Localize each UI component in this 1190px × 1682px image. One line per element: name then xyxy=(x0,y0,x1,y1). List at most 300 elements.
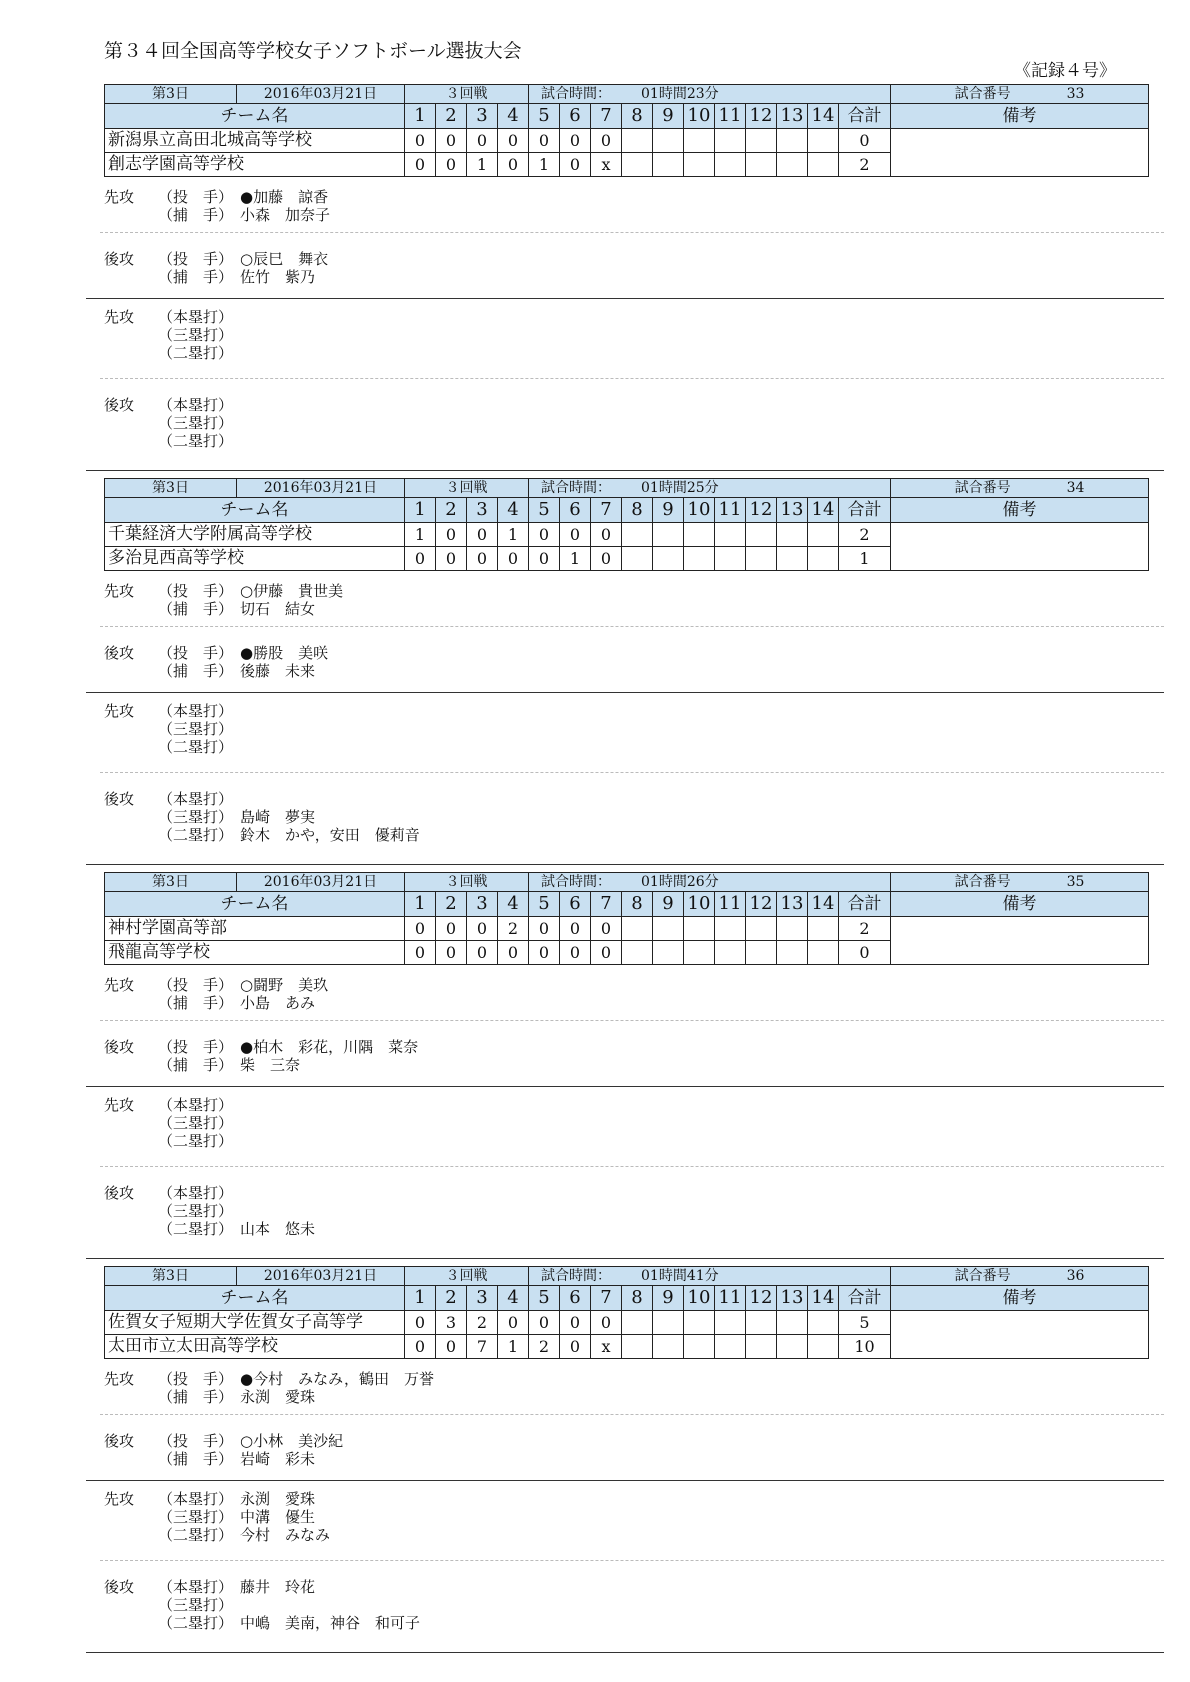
inning-score: 0 xyxy=(591,941,622,965)
team-total: 0 xyxy=(839,129,891,153)
inning-header: 14 xyxy=(808,892,839,917)
record-line xyxy=(158,808,420,826)
team-name-header: チーム名 xyxy=(105,498,405,523)
team-name-header: チーム名 xyxy=(105,892,405,917)
inning-score: 2 xyxy=(529,1335,560,1359)
remarks-header: 備考 xyxy=(891,498,1149,523)
team-row xyxy=(105,917,1149,941)
team-name: 神村学園高等部 xyxy=(105,917,405,941)
inning-score: 1 xyxy=(467,153,498,177)
record-line xyxy=(158,644,328,662)
record-value: 小森 加奈子 xyxy=(240,206,331,224)
record-label: （本塁打） xyxy=(158,1184,234,1202)
inning-score xyxy=(684,1335,715,1359)
inning-score xyxy=(622,523,653,547)
batting-order-label: 後攻 xyxy=(104,1038,135,1056)
record-value: ●加藤 諒香 xyxy=(240,188,329,206)
game-duration: 01時間41分 xyxy=(641,1268,719,1284)
inning-score xyxy=(684,523,715,547)
inning-score xyxy=(653,523,684,547)
inning-score xyxy=(746,1335,777,1359)
inning-score: 3 xyxy=(436,1311,467,1335)
record-line xyxy=(158,1388,434,1406)
inning-score xyxy=(684,917,715,941)
record-label: （三塁打） xyxy=(158,808,234,826)
inning-score xyxy=(715,129,746,153)
inning-score xyxy=(808,1311,839,1335)
record-label: （本塁打） xyxy=(158,1096,234,1114)
record-value: ○闘野 美玖 xyxy=(240,976,329,994)
remarks-cell xyxy=(891,1311,1149,1359)
inning-score: 0 xyxy=(436,153,467,177)
inning-score: 0 xyxy=(560,523,591,547)
game-divider xyxy=(86,1258,1164,1259)
inning-header: 11 xyxy=(715,104,746,129)
team-row xyxy=(105,129,1149,153)
record-line xyxy=(158,994,328,1012)
record-label: （捕 手） xyxy=(158,206,234,224)
inning-score xyxy=(684,547,715,571)
record-line xyxy=(158,1578,420,1596)
batting-order-label: 後攻 xyxy=(104,396,135,414)
batting-order-label: 後攻 xyxy=(104,790,135,808)
inning-header: 3 xyxy=(467,892,498,917)
record-label: （捕 手） xyxy=(158,268,234,286)
game-divider xyxy=(86,864,1164,865)
record-line xyxy=(158,188,330,206)
dotted-divider xyxy=(100,1166,1164,1167)
record-label: （捕 手） xyxy=(158,600,234,618)
inning-header: 12 xyxy=(746,1286,777,1311)
inning-header: 5 xyxy=(529,1286,560,1311)
record-value: ●勝股 美咲 xyxy=(240,644,329,662)
inning-score xyxy=(653,1335,684,1359)
record-label: （二塁打） xyxy=(158,1132,234,1150)
record-line xyxy=(158,1220,315,1238)
section-divider xyxy=(86,692,1164,693)
inning-header: 8 xyxy=(622,104,653,129)
inning-score: 1 xyxy=(405,523,436,547)
inning-score xyxy=(777,917,808,941)
record-line xyxy=(158,976,328,994)
inning-header: 5 xyxy=(529,498,560,523)
inning-header: 12 xyxy=(746,104,777,129)
record-label: （投 手） xyxy=(158,188,234,206)
inning-score xyxy=(653,129,684,153)
record-label: （二塁打） xyxy=(158,1220,234,1238)
inning-score: 0 xyxy=(467,941,498,965)
game-number-label: 試合番号 xyxy=(954,86,1011,102)
inning-header: 14 xyxy=(808,104,839,129)
duration-label: 試合時間： xyxy=(541,1268,611,1284)
inning-header: 6 xyxy=(560,892,591,917)
record-line xyxy=(158,344,240,362)
inning-score xyxy=(715,153,746,177)
record-line xyxy=(158,1056,418,1074)
record-value: 藤井 玲花 xyxy=(240,1578,316,1596)
inning-header: 10 xyxy=(684,892,715,917)
inning-score: 0 xyxy=(436,941,467,965)
inning-header: 8 xyxy=(622,1286,653,1311)
inning-header: 3 xyxy=(467,1286,498,1311)
record-label: （投 手） xyxy=(158,976,234,994)
inning-header: 7 xyxy=(591,1286,622,1311)
record-line xyxy=(158,308,240,326)
inning-header: 9 xyxy=(653,1286,684,1311)
record-label: （捕 手） xyxy=(158,662,234,680)
inning-header: 8 xyxy=(622,498,653,523)
record-value: 島崎 夢実 xyxy=(240,808,316,826)
inning-score xyxy=(715,917,746,941)
inning-header: 13 xyxy=(777,1286,808,1311)
inning-score xyxy=(808,917,839,941)
inning-header: 3 xyxy=(467,104,498,129)
total-header: 合計 xyxy=(839,104,891,129)
batting-order-label: 先攻 xyxy=(104,308,135,326)
record-number: 《記録４号》 xyxy=(1014,61,1116,81)
game-day: 第3日 xyxy=(105,479,237,497)
inning-score xyxy=(777,941,808,965)
team-total: 2 xyxy=(839,523,891,547)
team-total: 0 xyxy=(839,941,891,965)
inning-header: 7 xyxy=(591,104,622,129)
inning-header: 10 xyxy=(684,498,715,523)
inning-score: 0 xyxy=(591,1311,622,1335)
record-label: （二塁打） xyxy=(158,826,234,844)
record-label: （本塁打） xyxy=(158,308,234,326)
inning-score xyxy=(653,1311,684,1335)
dotted-divider xyxy=(100,1020,1164,1021)
inning-header: 9 xyxy=(653,892,684,917)
inning-score: 0 xyxy=(529,523,560,547)
record-line xyxy=(158,1370,434,1388)
inning-header: 7 xyxy=(591,892,622,917)
record-label: （三塁打） xyxy=(158,1114,234,1132)
inning-score xyxy=(777,153,808,177)
record-label: （本塁打） xyxy=(158,702,234,720)
inning-score: 0 xyxy=(529,129,560,153)
inning-score: 0 xyxy=(498,941,529,965)
inning-header: 9 xyxy=(653,104,684,129)
inning-score: 7 xyxy=(467,1335,498,1359)
team-total: 5 xyxy=(839,1311,891,1335)
inning-header: 6 xyxy=(560,498,591,523)
inning-score: 1 xyxy=(498,1335,529,1359)
inning-score xyxy=(746,941,777,965)
team-total: 2 xyxy=(839,153,891,177)
inning-header: 1 xyxy=(405,104,436,129)
inning-score: 0 xyxy=(436,523,467,547)
inning-score: 0 xyxy=(436,917,467,941)
dotted-divider xyxy=(100,1560,1164,1561)
inning-score: 0 xyxy=(405,1335,436,1359)
record-line xyxy=(158,720,240,738)
inning-score xyxy=(746,917,777,941)
game-day: 第3日 xyxy=(105,1267,237,1285)
score-table xyxy=(104,1266,1149,1359)
record-value: 鈴木 かや，安田 優莉音 xyxy=(240,826,420,844)
inning-score xyxy=(746,523,777,547)
game-date: 2016年03月21日 xyxy=(263,86,378,102)
remarks-cell xyxy=(891,523,1149,571)
record-label: （投 手） xyxy=(158,1370,234,1388)
inning-score xyxy=(777,523,808,547)
record-value: 小島 あみ xyxy=(240,994,316,1012)
record-label: （三塁打） xyxy=(158,1596,234,1614)
record-value: 今村 みなみ xyxy=(240,1526,331,1544)
record-line xyxy=(158,268,328,286)
record-line xyxy=(158,432,240,450)
record-line xyxy=(158,1132,240,1150)
inning-score: 0 xyxy=(405,547,436,571)
game-divider xyxy=(86,1652,1164,1653)
inning-header: 2 xyxy=(436,498,467,523)
record-value: 柴 三奈 xyxy=(240,1056,301,1074)
record-label: （本塁打） xyxy=(158,1578,234,1596)
record-label: （投 手） xyxy=(158,582,234,600)
inning-score: 2 xyxy=(498,917,529,941)
record-value: 岩崎 彩未 xyxy=(240,1450,316,1468)
inning-header: 12 xyxy=(746,892,777,917)
inning-score xyxy=(808,129,839,153)
inning-header: 1 xyxy=(405,1286,436,1311)
game-number-label: 試合番号 xyxy=(954,874,1011,890)
inning-header: 14 xyxy=(808,1286,839,1311)
inning-score xyxy=(715,547,746,571)
record-label: （二塁打） xyxy=(158,1526,234,1544)
game-record xyxy=(86,1266,1164,1660)
team-name: 太田市立太田高等学校 xyxy=(105,1335,405,1359)
record-label: （三塁打） xyxy=(158,414,234,432)
record-label: （投 手） xyxy=(158,1432,234,1450)
record-line xyxy=(158,1614,420,1632)
inning-score xyxy=(808,153,839,177)
inning-score: 0 xyxy=(467,547,498,571)
inning-score: 0 xyxy=(467,523,498,547)
game-date: 2016年03月21日 xyxy=(263,1268,378,1284)
inning-header: 13 xyxy=(777,892,808,917)
remarks-header: 備考 xyxy=(891,1286,1149,1311)
inning-score: 0 xyxy=(498,1311,529,1335)
inning-score xyxy=(622,547,653,571)
dotted-divider xyxy=(100,626,1164,627)
record-value: 永渕 愛珠 xyxy=(240,1490,316,1508)
inning-header: 2 xyxy=(436,892,467,917)
team-total: 1 xyxy=(839,547,891,571)
inning-score: 0 xyxy=(436,547,467,571)
inning-score: 0 xyxy=(529,547,560,571)
record-line xyxy=(158,582,343,600)
game-round: ３回戦 xyxy=(445,1268,488,1284)
record-value: 山本 悠未 xyxy=(240,1220,316,1238)
record-label: （二塁打） xyxy=(158,1614,234,1632)
inning-header: 4 xyxy=(498,1286,529,1311)
inning-header: 11 xyxy=(715,1286,746,1311)
game-number-label: 試合番号 xyxy=(954,480,1011,496)
inning-header: 1 xyxy=(405,498,436,523)
game-round: ３回戦 xyxy=(445,86,488,102)
inning-score xyxy=(715,1311,746,1335)
record-label: （三塁打） xyxy=(158,720,234,738)
inning-score xyxy=(653,941,684,965)
inning-score xyxy=(808,941,839,965)
team-name: 新潟県立高田北城高等学校 xyxy=(105,129,405,153)
inning-score: 0 xyxy=(560,1311,591,1335)
score-table xyxy=(104,478,1149,571)
inning-score xyxy=(653,917,684,941)
inning-header: 1 xyxy=(405,892,436,917)
inning-score: 0 xyxy=(498,153,529,177)
inning-header: 11 xyxy=(715,892,746,917)
inning-header: 10 xyxy=(684,1286,715,1311)
total-header: 合計 xyxy=(839,1286,891,1311)
record-line xyxy=(158,1184,315,1202)
inning-score xyxy=(622,1335,653,1359)
record-label: （三塁打） xyxy=(158,1202,234,1220)
inning-score: 0 xyxy=(529,917,560,941)
batting-order-label: 先攻 xyxy=(104,702,135,720)
record-line xyxy=(158,1526,330,1544)
inning-header: 11 xyxy=(715,498,746,523)
batting-order-label: 先攻 xyxy=(104,582,135,600)
inning-header: 6 xyxy=(560,1286,591,1311)
inning-header: 10 xyxy=(684,104,715,129)
inning-score: 0 xyxy=(405,153,436,177)
inning-score: 0 xyxy=(529,1311,560,1335)
inning-score xyxy=(684,129,715,153)
record-label: （本塁打） xyxy=(158,396,234,414)
game-duration: 01時間23分 xyxy=(641,86,719,102)
inning-score: 0 xyxy=(560,129,591,153)
batting-order-label: 後攻 xyxy=(104,644,135,662)
record-line xyxy=(158,326,240,344)
inning-score xyxy=(746,1311,777,1335)
inning-score xyxy=(808,547,839,571)
record-label: （捕 手） xyxy=(158,1056,234,1074)
batting-order-label: 先攻 xyxy=(104,1490,135,1508)
record-label: （二塁打） xyxy=(158,738,234,756)
inning-score xyxy=(777,1311,808,1335)
record-line xyxy=(158,1432,343,1450)
inning-score: 0 xyxy=(529,941,560,965)
team-name: 千葉経済大学附属高等学校 xyxy=(105,523,405,547)
inning-header: 9 xyxy=(653,498,684,523)
inning-header: 8 xyxy=(622,892,653,917)
inning-score xyxy=(777,1335,808,1359)
inning-score: 0 xyxy=(560,1335,591,1359)
inning-score: 1 xyxy=(498,523,529,547)
inning-score: x xyxy=(591,153,622,177)
dotted-divider xyxy=(100,772,1164,773)
record-label: （捕 手） xyxy=(158,994,234,1012)
inning-header: 13 xyxy=(777,498,808,523)
game-day: 第3日 xyxy=(105,873,237,891)
batting-order-label: 後攻 xyxy=(104,250,135,268)
game-number: 36 xyxy=(1066,1268,1085,1284)
record-line xyxy=(158,790,420,808)
game-record xyxy=(86,84,1164,478)
record-label: （本塁打） xyxy=(158,790,234,808)
record-line xyxy=(158,250,328,268)
batting-order-label: 先攻 xyxy=(104,1096,135,1114)
game-round: ３回戦 xyxy=(445,874,488,890)
inning-header: 7 xyxy=(591,498,622,523)
record-value: ○小林 美沙紀 xyxy=(240,1432,344,1450)
inning-header: 6 xyxy=(560,104,591,129)
record-label: （本塁打） xyxy=(158,1490,234,1508)
record-line xyxy=(158,662,328,680)
inning-score xyxy=(777,129,808,153)
inning-header: 4 xyxy=(498,892,529,917)
total-header: 合計 xyxy=(839,892,891,917)
inning-score xyxy=(622,917,653,941)
inning-score xyxy=(746,129,777,153)
record-value: ●今村 みなみ，鶴田 万誉 xyxy=(240,1370,434,1388)
inning-score: 0 xyxy=(591,129,622,153)
duration-label: 試合時間： xyxy=(541,86,611,102)
record-value: ○辰巳 舞衣 xyxy=(240,250,329,268)
inning-score: 0 xyxy=(591,547,622,571)
inning-score xyxy=(622,129,653,153)
dotted-divider xyxy=(100,1414,1164,1415)
team-name: 多治見西高等学校 xyxy=(105,547,405,571)
batting-order-label: 後攻 xyxy=(104,1184,135,1202)
inning-score: 0 xyxy=(498,547,529,571)
team-name: 創志学園高等学校 xyxy=(105,153,405,177)
section-divider xyxy=(86,1086,1164,1087)
team-total: 10 xyxy=(839,1335,891,1359)
inning-header: 4 xyxy=(498,104,529,129)
inning-header: 2 xyxy=(436,1286,467,1311)
inning-score xyxy=(622,941,653,965)
dotted-divider xyxy=(100,232,1164,233)
game-date: 2016年03月21日 xyxy=(263,874,378,890)
record-label: （三塁打） xyxy=(158,1508,234,1526)
inning-header: 13 xyxy=(777,104,808,129)
record-line xyxy=(158,206,330,224)
record-value: 佐竹 紫乃 xyxy=(240,268,316,286)
batting-order-label: 後攻 xyxy=(104,1432,135,1450)
record-line xyxy=(158,1096,240,1114)
record-line xyxy=(158,414,240,432)
remarks-cell xyxy=(891,917,1149,965)
inning-score xyxy=(622,1311,653,1335)
batting-order-label: 後攻 xyxy=(104,1578,135,1596)
inning-score xyxy=(653,153,684,177)
inning-header: 14 xyxy=(808,498,839,523)
record-value: 中溝 優生 xyxy=(240,1508,316,1526)
inning-score xyxy=(715,941,746,965)
inning-score: 0 xyxy=(560,941,591,965)
inning-score: 0 xyxy=(405,941,436,965)
inning-score: 0 xyxy=(405,1311,436,1335)
record-value: 切石 結女 xyxy=(240,600,316,618)
record-line xyxy=(158,1508,330,1526)
inning-score: 2 xyxy=(467,1311,498,1335)
inning-score xyxy=(684,1311,715,1335)
score-table xyxy=(104,872,1149,965)
team-total: 2 xyxy=(839,917,891,941)
inning-score: 1 xyxy=(529,153,560,177)
inning-score xyxy=(715,1335,746,1359)
inning-score xyxy=(653,547,684,571)
inning-score xyxy=(622,153,653,177)
inning-score xyxy=(808,1335,839,1359)
record-label: （捕 手） xyxy=(158,1388,234,1406)
inning-score xyxy=(746,547,777,571)
team-name-header: チーム名 xyxy=(105,104,405,129)
section-divider xyxy=(86,1480,1164,1481)
